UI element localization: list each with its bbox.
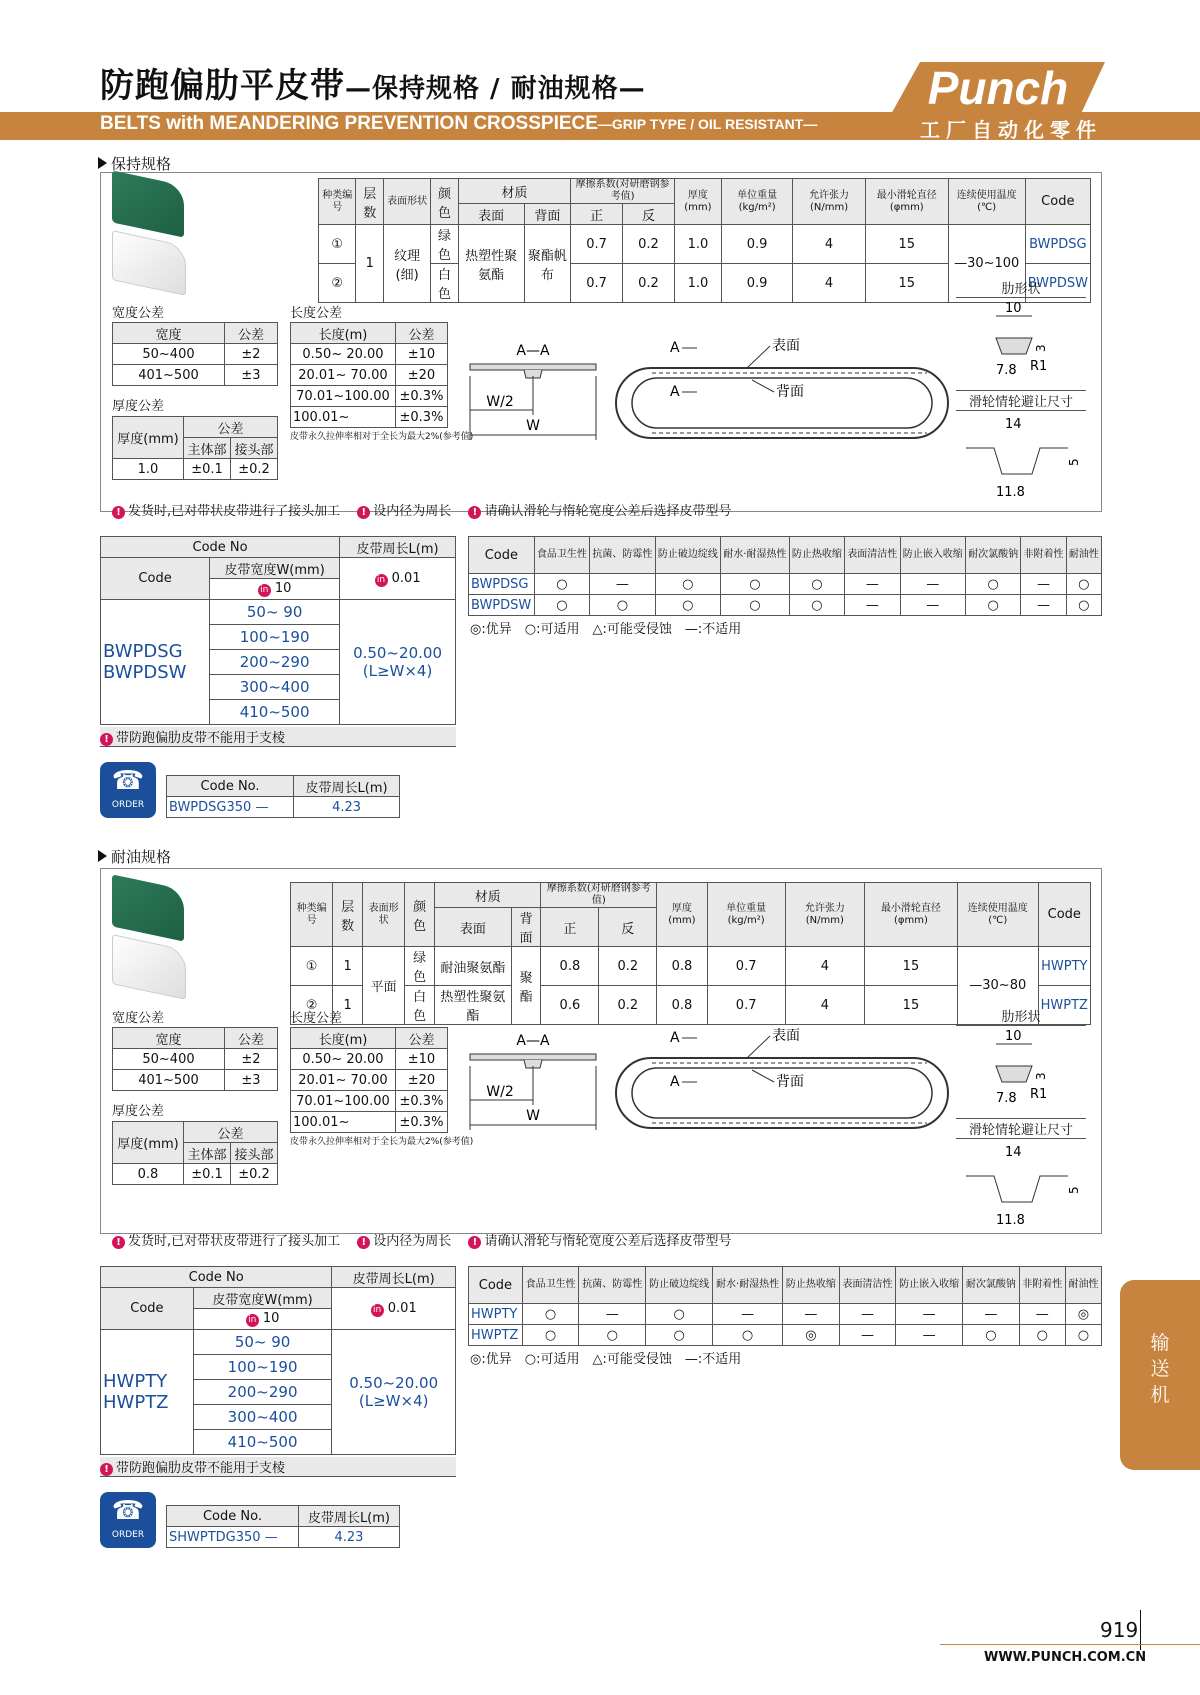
page-number: 919	[1100, 1618, 1139, 1642]
footer-url[interactable]: WWW.PUNCH.COM.CN	[984, 1650, 1147, 1665]
svg-text:14: 14	[1005, 1145, 1022, 1160]
width-tol-title: 宽度公差	[112, 306, 165, 321]
footer-rule	[940, 1644, 1200, 1645]
table-row: ② 白色 0.7 0.2 1.0 0.9 4 15 BWPDSW	[319, 264, 1091, 303]
logo-subtitle: 工厂自动化零件	[920, 118, 1102, 142]
crosspiece-note: ! 带防跑偏肋皮带不能用于支棱	[100, 1457, 456, 1477]
table-row: BWPDSW ○ ○ ○ ○ ○ — — ○ — ○	[469, 595, 1102, 616]
svg-text:10: 10	[1005, 301, 1022, 316]
punch-logo	[880, 58, 1110, 118]
svg-text:W: W	[526, 418, 540, 434]
svg-text:5: 5	[1067, 1186, 1081, 1194]
section-title-oil: 耐油规格	[98, 846, 171, 867]
length-tol-title: 长度公差	[290, 1011, 343, 1026]
svg-text:R1: R1	[1030, 359, 1048, 374]
page-title: 防跑偏肋平皮带—保持规格 / 耐油规格—	[100, 66, 646, 106]
svg-text:表面: 表面	[772, 338, 800, 354]
pulley-title: 滑轮情轮避让尺寸	[956, 1118, 1086, 1139]
order-table: Code No. 皮带周长L(m) SHWPTDG350 — 4.23	[166, 1505, 400, 1548]
length-note: 皮带永久拉伸率相对于全长为最大2%(参考值)	[290, 432, 474, 442]
svg-text:A—A: A—A	[516, 343, 550, 359]
svg-text:A: A	[670, 384, 680, 400]
pulley-clearance-diagram	[960, 410, 1090, 504]
table-row: HWPTZ ○ ○ ○ ○ ◎ — — ○ ○ ○	[469, 1325, 1102, 1346]
svg-text:R1: R1	[1030, 1087, 1048, 1102]
width-tol-title: 宽度公差	[112, 1011, 165, 1026]
thick-tol-table: 厚度(mm) 公差 主体部 接头部 0.8 ±0.1 ±0.2	[112, 1121, 278, 1185]
grip-property-table: Code 食品卫生性 抗菌、防霉性 防止破边绽线 耐水·耐湿热性 防止热收缩 表面清洁性 防止嵌入收缩 耐次氯酸钠 非附着性 耐油性 BWPDSG ○ — ○ ○ ○ — — ○ — ○ BWPDSW ○ ○ ○ ○ ○ — — ○ — ○	[468, 536, 1102, 616]
svg-text:3: 3	[1034, 344, 1048, 352]
section-title-grip: 保持规格	[98, 153, 171, 174]
pulley-title: 滑轮情轮避让尺寸	[956, 390, 1086, 411]
svg-text:背面: 背面	[776, 1074, 804, 1090]
svg-text:A—A: A—A	[516, 1033, 550, 1049]
crosspiece-note: ! 带防跑偏肋皮带不能用于支棱	[100, 727, 456, 747]
notes-oil: ! 发货时,已对带状皮带进行了接头加工 ! 设内径为周长 ! 请确认滑轮与惰轮宽度公差后选择皮带型号	[112, 1230, 731, 1249]
cross-section-diagram	[468, 1020, 598, 1130]
order-icon: ☎ ORDER	[100, 1492, 156, 1548]
svg-text:W/2: W/2	[486, 1084, 514, 1100]
svg-text:A: A	[670, 340, 680, 356]
svg-text:A: A	[670, 1030, 680, 1046]
belt-loop-diagram	[612, 1020, 952, 1130]
width-tol-table: 宽度 公差 50~400 ±2 401~500 ±3	[112, 1027, 278, 1091]
rib-shape-title: 肋形状	[956, 1006, 1086, 1026]
side-tab-conveyor[interactable]: 输 送 机	[1120, 1280, 1200, 1470]
svg-text:11.8: 11.8	[996, 1213, 1025, 1228]
rib-shape-diagram	[960, 1026, 1090, 1108]
table-row: BWPDSG ○ — ○ ○ ○ — — ○ — ○	[469, 574, 1102, 595]
notes-grip: ! 发货时,已对带状皮带进行了接头加工 ! 设内径为周长 ! 请确认滑轮与惰轮宽度公差后选择皮带型号	[112, 500, 731, 519]
length-tol-table: 长度(m) 公差 0.50~ 20.00 ±10 20.01~ 70.00 ±20 70.01~100.00 ±0.3% 100.01~ ±0.3%	[290, 322, 448, 428]
svg-text:7.8: 7.8	[996, 1091, 1017, 1106]
svg-text:A: A	[670, 1074, 680, 1090]
cross-section-diagram	[468, 330, 598, 440]
svg-text:3: 3	[1034, 1072, 1048, 1080]
table-row: ② 1 白色 热塑性聚氨酯 0.6 0.2 0.8 0.7 4 15 HWPTZ	[291, 986, 1091, 1025]
svg-text:W/2: W/2	[486, 394, 514, 410]
svg-text:Punch: Punch	[927, 62, 1069, 114]
svg-text:W: W	[526, 1108, 540, 1124]
oil-code-table: Code No 皮带周长L(m) Code 皮带宽度W(mm) in 0.01 in 10 HWPTY HWPTZ 50~ 90 0.50~20.00 (L≥W×4) 100~190 200~290 300~400 410~500	[100, 1266, 456, 1455]
grip-spec-table: 种类编号 层数 表面形状 颜色 材质 摩擦系数(对研磨钢参考值) 厚度(mm) 单位重量(kg/m²) 允许张力(N/mm) 最小滑轮直径(φmm) 连续使用温度(℃) Code 表面 背面 正 反 ① 1 纹理(细) 绿色 热塑性聚氨酯 聚酯帆布 0.7 0.2 1.0 0.9 4 15 —30~100 BWPDSG ② 白色 0.7 0.2 1.0 0.9 4 15 BWPDSW	[318, 178, 1091, 303]
length-tol-table: 长度(m) 公差 0.50~ 20.00 ±10 20.01~ 70.00 ±20 70.01~100.00 ±0.3% 100.01~ ±0.3%	[290, 1027, 448, 1133]
table-row: HWPTY ○ — ○ — — — — — — ◎	[469, 1304, 1102, 1325]
table-row: ① 1 平面 绿色 耐油聚氨酯 聚酯 0.8 0.2 0.8 0.7 4 15 —30~80 HWPTY	[291, 947, 1091, 986]
legend: ◎:优异 ○:可适用 △:可能受侵蚀 —:不适用	[470, 622, 742, 637]
svg-text:10: 10	[1005, 1029, 1022, 1044]
oil-property-table: Code 食品卫生性 抗菌、防霉性 防止破边绽线 耐水·耐湿热性 防止热收缩 表面清洁性 防止嵌入收缩 耐次氯酸钠 非附着性 耐油性 HWPTY ○ — ○ — — — — — — ◎ HWPTZ ○ ○ ○ ○ ◎ — — ○ ○ ○	[468, 1266, 1102, 1346]
thick-tol-title: 厚度公差	[112, 399, 165, 414]
grip-code-table: Code No 皮带周长L(m) Code 皮带宽度W(mm) in 0.01 in 10 BWPDSG BWPDSW 50~ 90 0.50~20.00 (L≥W×4) 100~190 200~290 300~400 410~500	[100, 536, 456, 725]
length-note: 皮带永久拉伸率相对于全长为最大2%(参考值)	[290, 1137, 474, 1147]
order-table: Code No. 皮带周长L(m) BWPDSG350 — 4.23	[166, 775, 400, 818]
thick-tol-table: 厚度(mm) 公差 主体部 接头部 1.0 ±0.1 ±0.2	[112, 416, 278, 480]
length-tol-title: 长度公差	[290, 306, 343, 321]
thick-tol-title: 厚度公差	[112, 1104, 165, 1119]
svg-text:11.8: 11.8	[996, 485, 1025, 500]
rib-shape-title: 肋形状	[956, 278, 1086, 298]
legend: ◎:优异 ○:可适用 △:可能受侵蚀 —:不适用	[470, 1352, 742, 1367]
svg-text:表面: 表面	[772, 1028, 800, 1044]
rib-shape-diagram	[960, 298, 1090, 380]
table-row: ① 1 纹理(细) 绿色 热塑性聚氨酯 聚酯帆布 0.7 0.2 1.0 0.9 4 15 —30~100 BWPDSG	[319, 225, 1091, 264]
english-title: BELTS with MEANDERING PREVENTION CROSSPIECE—GRIP TYPE / OIL RESISTANT—	[100, 113, 818, 134]
svg-text:5: 5	[1067, 458, 1081, 466]
pulley-clearance-diagram	[960, 1138, 1090, 1232]
belt-loop-diagram	[612, 330, 952, 440]
svg-text:14: 14	[1005, 417, 1022, 432]
svg-text:背面: 背面	[776, 384, 804, 400]
svg-text:7.8: 7.8	[996, 363, 1017, 378]
order-icon: ☎ ORDER	[100, 762, 156, 818]
oil-spec-table: 种类编号 层数 表面形状 颜色 材质 摩擦系数(对研磨钢参考值) 厚度(mm) 单位重量(kg/m²) 允许张力(N/mm) 最小滑轮直径(φmm) 连续使用温度(℃) Code 表面 背面 正 反 ① 1 平面 绿色 耐油聚氨酯 聚酯 0.8 0.2 0.8 0.7 4 15 —30~80 HWPTY ② 1 白色 热塑性聚氨酯 0.6 0.2 0.8 0.7 4 15 HWPTZ	[290, 882, 1091, 1025]
width-tol-table: 宽度 公差 50~400 ±2 401~500 ±3	[112, 322, 278, 386]
